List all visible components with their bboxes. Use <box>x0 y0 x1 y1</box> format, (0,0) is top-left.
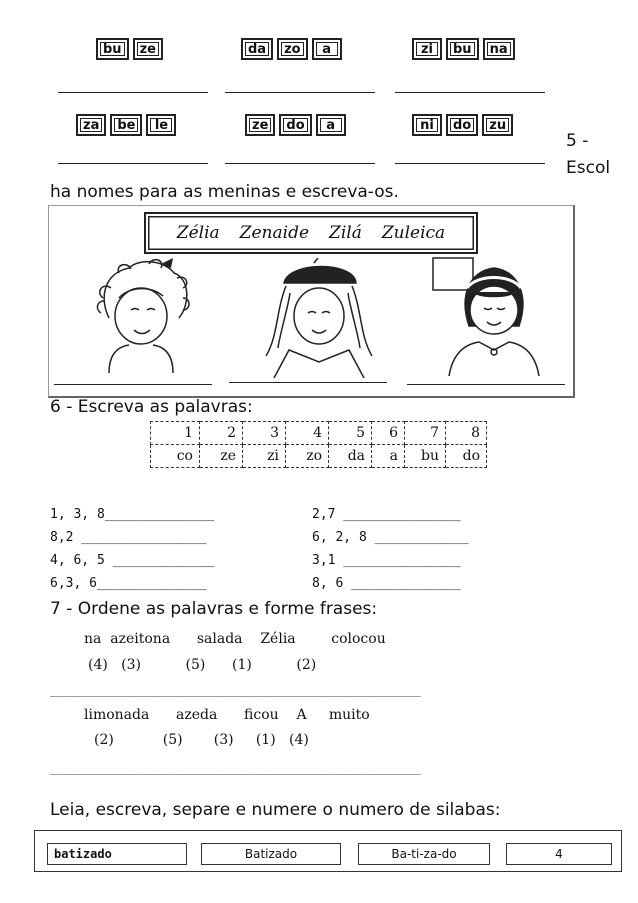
table-row <box>151 422 487 445</box>
sentence-1-words: na azeitona salada Zélia colocou <box>84 631 386 647</box>
table-cell: bu <box>405 445 446 468</box>
table-cell: zi <box>243 445 286 468</box>
exercise-5-title: ha nomes para as meninas e escreva-os. <box>50 182 399 202</box>
table-cell: 6 <box>372 422 405 445</box>
answer-line[interactable] <box>395 163 545 164</box>
sentence-2-answer-line[interactable]: ________________________________________________________ <box>50 762 421 775</box>
name-option: Zilá <box>329 223 362 243</box>
syllable-box: bu <box>446 38 479 60</box>
syllable-box: na <box>483 38 515 60</box>
table-cell: a <box>372 445 405 468</box>
answer-line[interactable] <box>58 163 208 164</box>
separated-cell[interactable]: Ba-ti-za-do <box>358 843 490 865</box>
syllable-box: be <box>110 114 142 136</box>
syllable-group-2 <box>241 38 342 60</box>
table-row <box>151 445 487 468</box>
table-cell: zo <box>286 445 329 468</box>
answer-line[interactable] <box>407 384 565 385</box>
table-cell: 2 <box>200 422 243 445</box>
syllable-box: bu <box>96 38 129 60</box>
exercise-6-title: 6 - Escreva as palavras: <box>50 397 253 417</box>
syllable-answer-table <box>34 830 622 872</box>
syllable-box: ze <box>133 38 163 60</box>
table-cell: 1 <box>151 422 200 445</box>
answer-line[interactable] <box>58 92 208 93</box>
syllable-box: a <box>316 114 346 136</box>
word-item[interactable]: 1, 3, 8______________ <box>50 507 215 522</box>
word-item[interactable]: 6, 2, 8 ____________ <box>312 530 469 545</box>
sentence-1-order: (4) (3) (5) (1) (2) <box>88 657 317 673</box>
syllable-box: a <box>312 38 342 60</box>
syllable-group-1 <box>96 38 163 60</box>
syllable-group-5 <box>245 114 346 136</box>
syllable-box: za <box>76 114 106 136</box>
table-cell: 7 <box>405 422 446 445</box>
exercise-5-number: 5 - <box>566 131 589 151</box>
sentence-2-order: (2) (5) (3) (1) (4) <box>94 732 309 748</box>
exercise-8-title: Leia, escreva, separe e numere o numero de silabas: <box>50 800 501 820</box>
name-option: Zélia <box>176 223 220 243</box>
word-item[interactable]: 8,2 ________________ <box>50 530 207 545</box>
name-option: Zenaide <box>239 223 310 243</box>
name-option: Zuleica <box>381 223 446 243</box>
table-cell: da <box>329 445 372 468</box>
answer-line[interactable] <box>225 163 375 164</box>
table-cell: co <box>151 445 200 468</box>
table-cell: 5 <box>329 422 372 445</box>
syllable-group-6 <box>412 114 513 136</box>
syllable-box: do <box>446 114 478 136</box>
word-item[interactable]: 8, 6 ______________ <box>312 576 461 591</box>
written-cell[interactable]: Batizado <box>201 843 341 865</box>
word-item[interactable]: 6,3, 6______________ <box>50 576 207 591</box>
sentence-1-answer-line[interactable]: ________________________________________________________ <box>50 684 421 697</box>
table-cell: 4 <box>286 422 329 445</box>
syllable-box: zi <box>412 38 442 60</box>
syllable-box: le <box>146 114 176 136</box>
girl-beret-drawing <box>254 258 384 378</box>
syllable-group-3 <box>412 38 515 60</box>
syllable-box: ni <box>412 114 442 136</box>
table-cell: ze <box>200 445 243 468</box>
table-cell: 8 <box>446 422 487 445</box>
table-cell: 3 <box>243 422 286 445</box>
girl-curly-hair-drawing <box>79 258 209 373</box>
syllable-box: da <box>241 38 273 60</box>
exercise-5-title-start: Escol <box>566 158 611 178</box>
answer-line[interactable] <box>54 384 212 385</box>
sentence-2-words: limonada azeda ficou A muito <box>84 707 370 723</box>
count-cell[interactable]: 4 <box>506 843 612 865</box>
number-syllable-table <box>150 421 487 468</box>
word-item[interactable]: 2,7 _______________ <box>312 507 461 522</box>
word-item[interactable]: 3,1 _______________ <box>312 553 461 568</box>
exercise-7-title: 7 - Ordene as palavras e forme frases: <box>50 599 378 619</box>
girl-headband-drawing <box>429 256 559 376</box>
answer-line[interactable] <box>229 382 387 383</box>
syllable-box: zo <box>277 38 308 60</box>
syllable-group-4 <box>76 114 176 136</box>
syllable-box: zu <box>482 114 513 136</box>
answer-line[interactable] <box>395 92 545 93</box>
word-cell: batizado <box>47 843 187 865</box>
answer-line[interactable] <box>225 92 375 93</box>
syllable-box: ze <box>245 114 275 136</box>
word-item[interactable]: 4, 6, 5 _____________ <box>50 553 215 568</box>
table-cell: do <box>446 445 487 468</box>
girls-illustration <box>48 205 575 398</box>
names-box <box>144 212 478 254</box>
syllable-box: do <box>279 114 311 136</box>
